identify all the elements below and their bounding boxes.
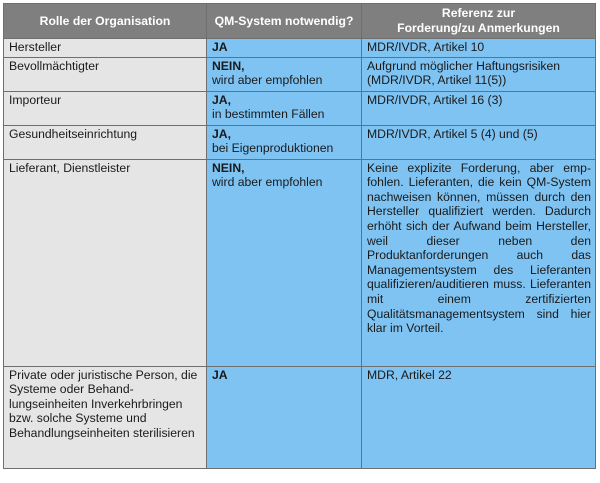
- reference-text: Aufgrund möglicher Haftungsrisiken (MDR/IVDR, Artikel 11(5)): [367, 58, 561, 88]
- requirement-cell: [207, 159, 362, 366]
- role-text: Importeur: [9, 92, 62, 107]
- requirement-answer: JA,: [212, 92, 231, 107]
- reference-cell: [362, 91, 596, 125]
- reference-text: MDR, Artikel 22: [367, 367, 452, 382]
- requirement-answer: NEIN,: [212, 58, 245, 73]
- reference-cell: [362, 159, 596, 366]
- requirement-cell: [207, 57, 362, 91]
- reference-cell: [362, 57, 596, 91]
- role-text: Bevollmächtigter: [9, 58, 100, 73]
- role-text: Lieferant, Dienstleister: [9, 160, 131, 175]
- table-row: [4, 39, 596, 58]
- role-text: Private oder juristische Person, die Systeme oder Behandlungseinheiten Inverkehrbringen bzw. solche Systeme und Behandlungseinheiten sterilisieren: [9, 367, 198, 440]
- requirement-answer: JA,: [212, 126, 231, 141]
- role-text: Gesundheitseinrichtung: [9, 126, 138, 141]
- requirement-note: wird aber empfohlen: [212, 73, 323, 88]
- reference-text: Keine explizite Forderung, aber empfohlen. Lieferanten, die kein QM-System nachweisen können, müssen durch den Hersteller qualifiziert werden. Dadurch erhöht sich der Aufwand beim Hersteller, weil dieser neben den Produktanforderungen auch das Managementsystem des Lieferanten qualifizieren/auditieren muss. Lieferanten mit einem zertifizierten Qualitätsmanagementsystem sind hier klar im Vorteil.: [367, 160, 591, 336]
- qm-requirements-table: [3, 3, 596, 469]
- role-text: Hersteller: [9, 40, 62, 54]
- reference-text: MDR/IVDR, Artikel 10: [367, 40, 485, 54]
- requirement-answer: JA: [212, 40, 228, 54]
- reference-cell: [362, 366, 596, 468]
- role-cell: [4, 366, 207, 468]
- table-row: [4, 57, 596, 91]
- header-qm-label: QM-System notwendig?: [214, 13, 354, 28]
- header-reference-line2: Forderung/zu Anmerkungen: [397, 21, 560, 35]
- header-role: [4, 4, 207, 39]
- reference-cell: [362, 39, 596, 58]
- table-row: [4, 125, 596, 159]
- requirement-answer: JA: [212, 367, 228, 382]
- requirement-note: bei Eigenproduktionen: [212, 141, 334, 156]
- requirement-note: in bestimmten Fällen: [212, 107, 325, 122]
- role-cell: [4, 91, 207, 125]
- header-row: [4, 4, 596, 39]
- role-cell: [4, 125, 207, 159]
- role-cell: [4, 159, 207, 366]
- header-reference: [362, 4, 596, 39]
- requirement-cell: [207, 366, 362, 468]
- reference-text: MDR/IVDR, Artikel 16 (3): [367, 92, 503, 107]
- requirement-cell: [207, 39, 362, 58]
- table-row: [4, 366, 596, 468]
- table-row: [4, 159, 596, 366]
- requirement-note: wird aber empfohlen: [212, 175, 323, 190]
- header-role-label: Rolle der Organisation: [39, 13, 171, 28]
- table-row: [4, 91, 596, 125]
- requirement-answer: NEIN,: [212, 160, 245, 175]
- role-cell: [4, 57, 207, 91]
- requirement-cell: [207, 125, 362, 159]
- header-reference-line1: Referenz zur: [441, 6, 516, 21]
- header-qm: [207, 4, 362, 39]
- reference-cell: [362, 125, 596, 159]
- role-cell: [4, 39, 207, 58]
- requirement-cell: [207, 91, 362, 125]
- reference-text: MDR/IVDR, Artikel 5 (4) und (5): [367, 126, 538, 141]
